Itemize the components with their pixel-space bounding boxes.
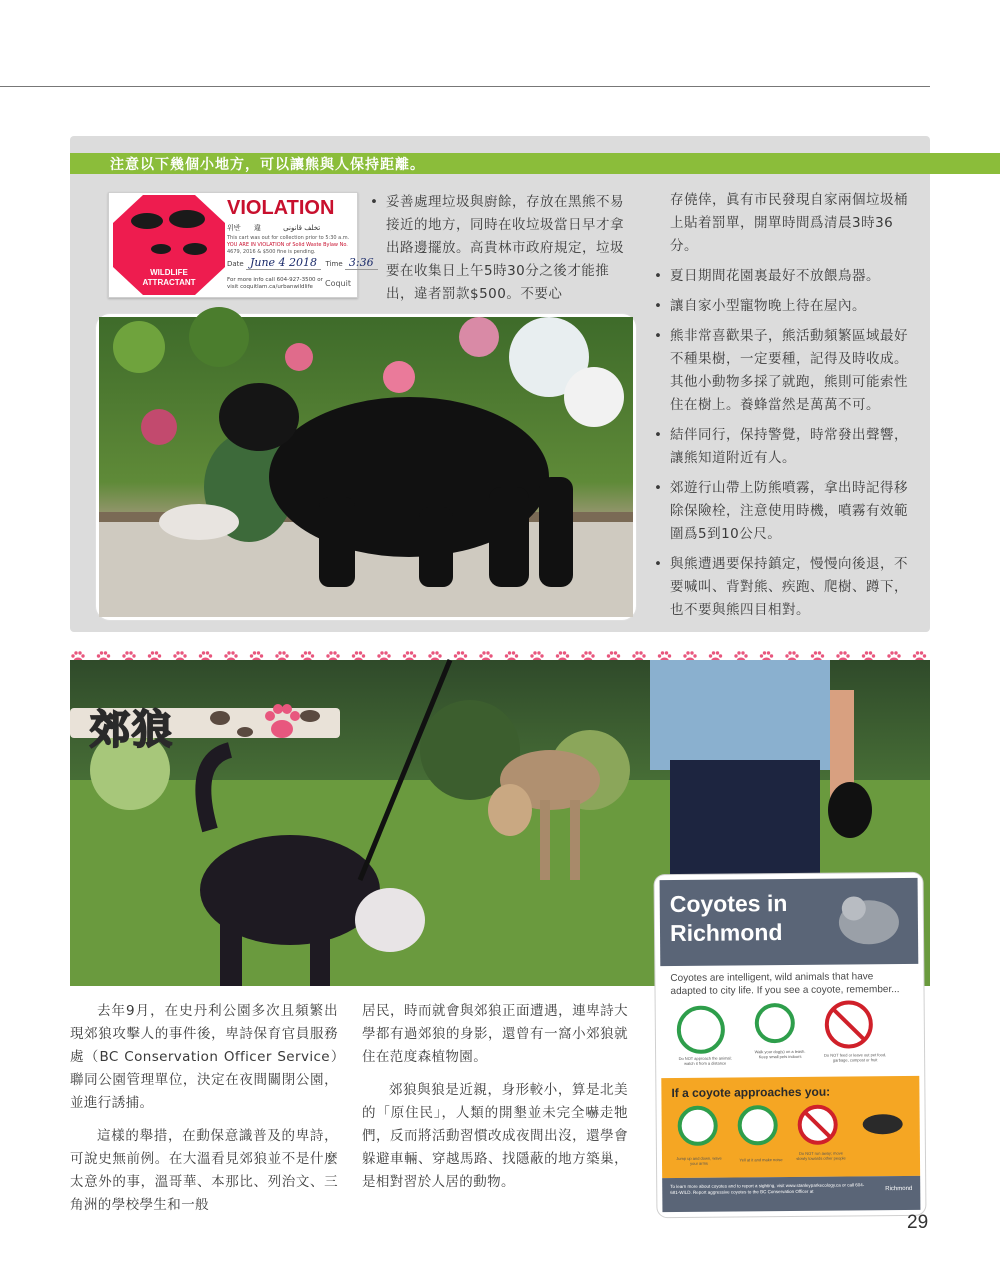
violation-line-1: This cart was out for collection prior to 5:30 a.m. bbox=[227, 235, 350, 241]
tips-column-left bbox=[370, 191, 632, 313]
page-number: 29 bbox=[907, 1212, 929, 1233]
violation-title: VIOLATION bbox=[227, 197, 335, 219]
section-title-badge bbox=[70, 694, 340, 753]
bear-photo bbox=[96, 314, 636, 620]
violation-date-row: Date June 4 2018 Time 3:36 bbox=[227, 256, 378, 269]
section-title: 郊狼 bbox=[90, 707, 174, 753]
tip-item: • 與熊遭遇要保持鎮定，慢慢向後退，不要喊叫、背對熊、疾跑、爬樹、蹲下，也不要與熊四目相對。 bbox=[654, 553, 916, 622]
coyotes-in-richmond-sign bbox=[655, 873, 926, 1217]
sign-caption-1: Do NOT approach the animal; watch it from a distance bbox=[678, 1055, 732, 1066]
sign-yellow-heading: If a coyote approaches you: bbox=[671, 1084, 831, 1101]
wildlife-attractant-octagon-icon bbox=[113, 195, 225, 295]
sign-caption-2: Walk your dog(s) on a leash. Keep small pets indoors bbox=[754, 1048, 806, 1060]
violation-sticker-photo bbox=[108, 192, 374, 298]
sign-footer-text: To learn more about coyotes and to report a sighting, visit www.stanleyparkecology.ca or call 604-681-WILD. Report aggressive coyotes to the BC Conservation Officer at bbox=[670, 1182, 865, 1196]
sign-caption-4: Jump up and down, wave your arms bbox=[676, 1155, 722, 1166]
bear-with-garbage-bag-image bbox=[99, 317, 633, 617]
article-paragraph: 郊狼與狼是近親，身形較小，算是北美的「原住民」，人類的開墾並未完全嚇走牠們，反而將活動習慣改成夜間出沒，還學會躲避車輛、穿越馬路、找隱蔽的地方築巢，是相對習於人居的動物。 bbox=[362, 1082, 628, 1190]
tips-header-bar bbox=[70, 153, 1000, 174]
tip-item: • 讓自家小型寵物晚上待在屋內。 bbox=[654, 295, 916, 318]
tip-continuation: 存僥倖，眞有市民發現自家兩個垃圾桶上貼着罰單，開單時間爲清晨3時36分。 bbox=[670, 192, 908, 254]
sign-footer bbox=[662, 1176, 920, 1212]
top-rule bbox=[0, 86, 930, 87]
sign-response-icons bbox=[668, 1104, 914, 1162]
violation-line-3: 4679, 2016 & $500 fine is pending. bbox=[227, 249, 316, 255]
sign-header bbox=[660, 878, 919, 966]
violation-brand: Coquit bbox=[325, 279, 351, 288]
sticker-sign-bottom-text: ATTRACTANT bbox=[142, 278, 196, 287]
tip-item: • 妥善處理垃圾與廚餘，存放在黑熊不易接近的地方，同時在收垃圾當日早才拿出路邊擺放。高貴林市政府規定，垃圾要在收集日上午5時30分之後才能推出，違者罰款$500。不要心 bbox=[370, 191, 632, 306]
tips-header: 注意以下幾個小地方，可以讓熊與人保持距離。 bbox=[110, 157, 425, 173]
article-column-2 bbox=[362, 1000, 628, 1204]
violation-korean: 위반 違 تخلف قانونی bbox=[227, 224, 321, 232]
sign-logo: Richmond bbox=[885, 1185, 913, 1193]
sign-caption-3: Do NOT feed or leave out pet food, garbage, compost or fruit bbox=[823, 1052, 887, 1063]
paw-icon bbox=[262, 702, 302, 742]
sticker-sign-top-text: WILDLIFE bbox=[150, 268, 188, 277]
sign-yellow-panel bbox=[661, 1076, 920, 1178]
violation-footer: For more info call 604-927-3500 or visit coquitlam.ca/urbanwildlife bbox=[227, 277, 323, 290]
sign-caption-5: Yell at it and make noise bbox=[739, 1157, 783, 1163]
tip-item: • 結伴同行，保持警覺，時常發出聲響，讓熊知道附近有人。 bbox=[654, 424, 916, 470]
sign-intro: Coyotes are intelligent, wild animals that have adapted to city life. If you see a coyote, remember... bbox=[670, 971, 900, 998]
violation-line-2: YOU ARE IN VIOLATION of Solid Waste Bylaw No. bbox=[227, 242, 348, 248]
article-paragraph: 這樣的舉措，在動保意識普及的卑詩，可說史無前例。在大溫看見郊狼並不是什麼太意外的事，溫哥華、本那比、列治文、三角洲的學校學生和一般 bbox=[70, 1128, 338, 1213]
sign-title: Coyotes in Richmond bbox=[669, 890, 788, 947]
article-paragraph: 去年9月，在史丹利公園多次且頻繁出現郊狼攻擊人的事件後，卑詩保育官員服務處（BC Conservation Officer Service）聯同公園管理單位，決定在夜間關閉公園，並進行誘捕。 bbox=[70, 1003, 338, 1111]
article-paragraph: 居民，時而就會與郊狼正面遭遇，連卑詩大學都有過郊狼的身影，還曾有一窩小郊狼就住在范度森植物園。 bbox=[362, 1003, 628, 1065]
tip-item: • 郊遊行山帶上防熊噴霧，拿出時記得移除保險栓，注意使用時機，噴霧有效範圍爲5到10公尺。 bbox=[654, 477, 916, 546]
tip-item: • 夏日期間花園裏最好不放餵鳥器。 bbox=[654, 265, 916, 288]
tip-item: • 熊非常喜歡果子，熊活動頻繁區域最好不種果樹，一定要種，記得及時收成。其他小動物多採了就跑，熊則可能索性住在樹上。養蜂當然是萬萬不可。 bbox=[654, 325, 916, 417]
sign-caption-6: Do NOT run away; move slowly towards other people bbox=[796, 1150, 846, 1161]
article-column-1 bbox=[70, 1000, 338, 1227]
tips-column-right bbox=[654, 189, 916, 629]
coyote-illustration-icon bbox=[824, 882, 915, 963]
